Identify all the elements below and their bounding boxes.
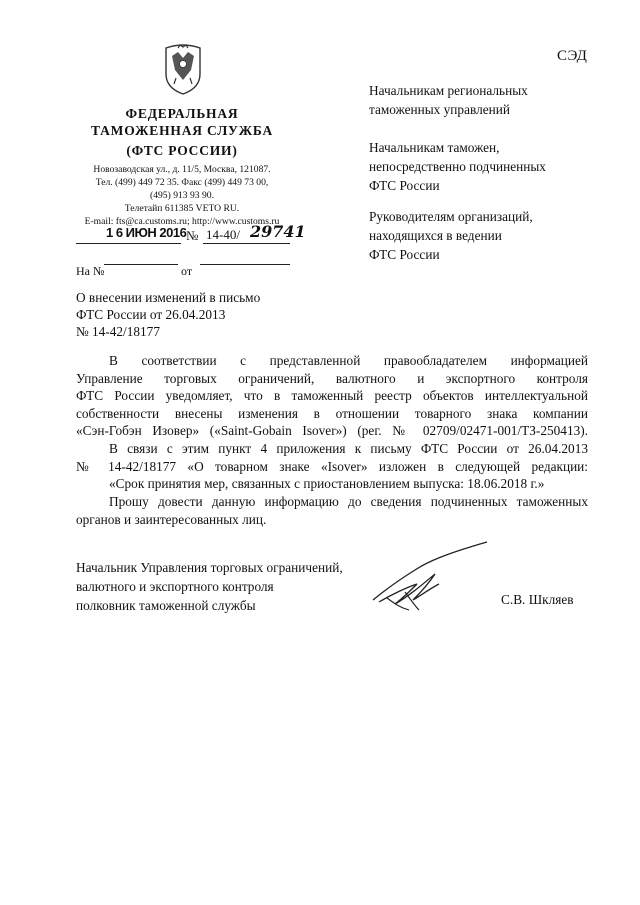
addressee-line: Руководителям организаций,: [369, 209, 533, 224]
coat-of-arms-emblem: [162, 40, 204, 96]
handwritten-signature: [365, 540, 495, 620]
body-paragraph: [76, 352, 588, 440]
body-line: собственности внесены изменения в отношении товарного знака компании: [76, 405, 588, 421]
addressee-line: ФТС России: [369, 178, 440, 193]
org-phone-line: Тел. (499) 449 72 35. Факс (499) 449 73 00,: [95, 177, 269, 188]
body-paragraph: [76, 440, 588, 475]
document-marker: СЭД: [557, 48, 588, 64]
date-underline: [76, 243, 181, 244]
body-line: Управление торговых ограничений, валютного и экспортного контроля: [76, 370, 588, 386]
addressee-block: [369, 138, 619, 195]
outgoing-date-stamp: 1 6 ИЮН 2016: [106, 225, 187, 240]
subject-line: О внесении изменений в письмо: [76, 290, 261, 305]
org-teletype-line: Телетайп 611385 VETO RU.: [124, 203, 240, 214]
addressee-line: таможенных управлений: [369, 102, 510, 117]
signatory-title-line: полковник таможенной службы: [76, 598, 256, 613]
letter-subject: [76, 289, 306, 340]
org-email-line: E-mail: fts@ca.customs.ru; http://www.customs.ru: [84, 216, 280, 227]
addressee-line: находящихся в ведении: [369, 228, 502, 243]
reference-date-underline: [200, 264, 290, 265]
reference-number-underline: [104, 264, 178, 265]
subject-line: № 14-42/18177: [76, 324, 160, 339]
body-line: В связи с этим пункт 4 приложения к письму ФТС России от 26.04.2013: [109, 441, 588, 456]
addressee-line: непосредственно подчиненных: [369, 159, 546, 174]
org-phone-line: (495) 913 93 90.: [150, 190, 214, 201]
handwritten-number: 29741: [250, 222, 306, 241]
org-name-line2: ТАМОЖЕННАЯ СЛУЖБА: [90, 123, 274, 138]
addressee-line: Начальникам таможен,: [369, 140, 500, 155]
quoted-revision: «Срок принятия мер, связанных с приостановлением выпуска: 18.06.2018 г.»: [109, 476, 545, 491]
addressee-block: [369, 81, 619, 119]
body-line: ФТС России уведомляет, что в таможенный реестр объектов интеллектуальной: [76, 388, 588, 403]
subject-line: ФТС России от 26.04.2013: [76, 307, 226, 322]
body-line: Прошу довести данную информацию до сведения подчиненных таможенных: [109, 494, 588, 509]
body-line: «Сэн-Гобэн Изовер» («Saint-Gobain Isover») (рег. № 02709/02471-001/ТЗ-250413).: [76, 423, 588, 438]
signatory-name: С.В. Шкляев: [501, 592, 574, 607]
reference-from-label: от: [181, 264, 193, 278]
signatory-title-line: валютного и экспортного контроля: [76, 579, 274, 594]
outgoing-number-label: №: [186, 228, 199, 243]
org-name-line3: (ФТС РОССИИ): [126, 143, 238, 158]
addressee-line: ФТС России: [369, 247, 440, 262]
outgoing-number: 14-40/: [206, 227, 240, 242]
body-line: органов и заинтересованных лиц.: [76, 511, 267, 527]
org-name-line1: ФЕДЕРАЛЬНАЯ: [125, 106, 239, 121]
body-line: В соответствии с представленной правообладателем информацией: [109, 353, 588, 368]
body-paragraph: [76, 493, 588, 528]
signatory-title-line: Начальник Управления торговых ограничений,: [76, 560, 343, 575]
number-underline: [203, 243, 290, 244]
addressee-block: [369, 207, 619, 264]
org-address-line: Новозаводская ул., д. 11/5, Москва, 121087.: [93, 164, 271, 175]
body-line: № 14-42/18177 «О товарном знаке «Isover» изложен в следующей редакции:: [76, 458, 588, 474]
addressee-line: Начальникам региональных: [369, 83, 528, 98]
reference-number-label: На №: [76, 264, 105, 278]
signatory-title: [76, 558, 343, 615]
